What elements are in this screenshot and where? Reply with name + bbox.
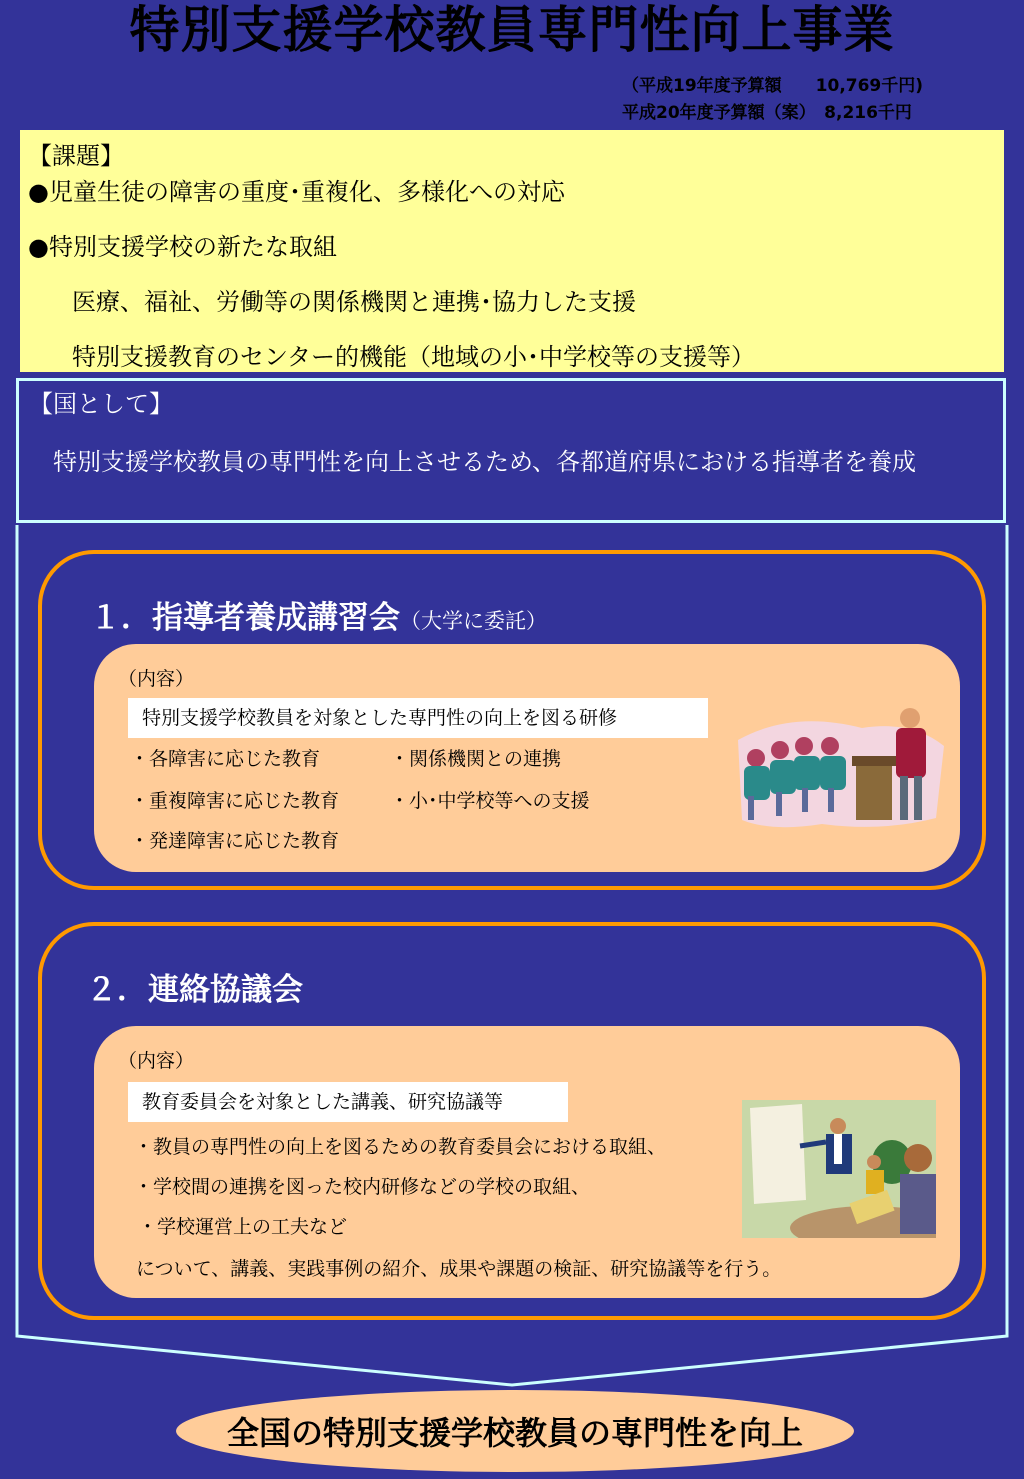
program-1-item: ・小･中学校等への支援 bbox=[390, 790, 590, 812]
budget-fy20: 平成20年度予算額（案） 8,216千円 bbox=[622, 103, 912, 123]
program-2-content bbox=[94, 1026, 960, 1298]
program-2-item: ・学校間の連携を図った校内研修などの学校の取組、 bbox=[134, 1176, 591, 1198]
program-1-content bbox=[94, 644, 960, 872]
program-1-note: （大学に委託） bbox=[400, 609, 547, 633]
program-1-item: ・重複障害に応じた教育 bbox=[130, 790, 340, 812]
program-2-panel bbox=[38, 922, 986, 1320]
program-2-item: ・学校運営上の工夫など bbox=[138, 1216, 348, 1238]
program-1-item: ・発達障害に応じた教育 bbox=[130, 830, 340, 852]
meeting-presentation-clipart-icon bbox=[742, 1100, 936, 1238]
national-role-box bbox=[16, 378, 1006, 523]
result-banner: 全国の特別支援学校教員の専門性を向上 bbox=[176, 1390, 854, 1472]
program-1-heading bbox=[90, 592, 547, 637]
program-1-item: ・関係機関との連携 bbox=[390, 748, 562, 770]
lecture-clipart-icon bbox=[732, 700, 946, 834]
program-1-item: ・各障害に応じた教育 bbox=[130, 748, 321, 770]
issues-box bbox=[20, 130, 1004, 372]
program-1-panel bbox=[38, 550, 986, 890]
program-1-title: １．指導者養成講習会 bbox=[90, 600, 400, 636]
program-1-content-label: （内容） bbox=[118, 668, 195, 690]
national-text: 特別支援学校教員の専門性を向上させるため、各都道府県における指導者を養成 bbox=[29, 448, 917, 476]
program-2-item: ・教員の専門性の向上を図るための教育委員会における取組、 bbox=[134, 1136, 667, 1158]
national-heading: 【国として】 bbox=[29, 390, 173, 418]
program-1-banner: 特別支援学校教員を対象とした専門性の向上を図る研修 bbox=[128, 698, 708, 738]
issue-bullet-2: ●特別支援学校の新たな取組 bbox=[28, 233, 337, 261]
program-2-item: について、講義、実践事例の紹介、成果や課題の検証、研究協議等を行う。 bbox=[136, 1258, 782, 1280]
issue-bullet-1: ●児童生徒の障害の重度･重複化、多様化への対応 bbox=[28, 178, 565, 206]
issue-sub-2: 特別支援教育のセンター的機能（地域の小･中学校等の支援等） bbox=[72, 343, 756, 371]
program-2-heading: ２．連絡協議会 bbox=[86, 972, 303, 1008]
issues-heading: 【課題】 bbox=[28, 142, 124, 170]
issue-sub-1: 医療、福祉、労働等の関係機関と連携･協力した支援 bbox=[72, 288, 636, 316]
page-title: 特別支援学校教員専門性向上事業 bbox=[129, 1, 895, 59]
program-2-banner: 教育委員会を対象とした講義、研究協議等 bbox=[128, 1082, 568, 1122]
program-2-content-label: （内容） bbox=[118, 1050, 195, 1072]
budget-fy19: （平成19年度予算額 10,769千円) bbox=[622, 76, 924, 96]
